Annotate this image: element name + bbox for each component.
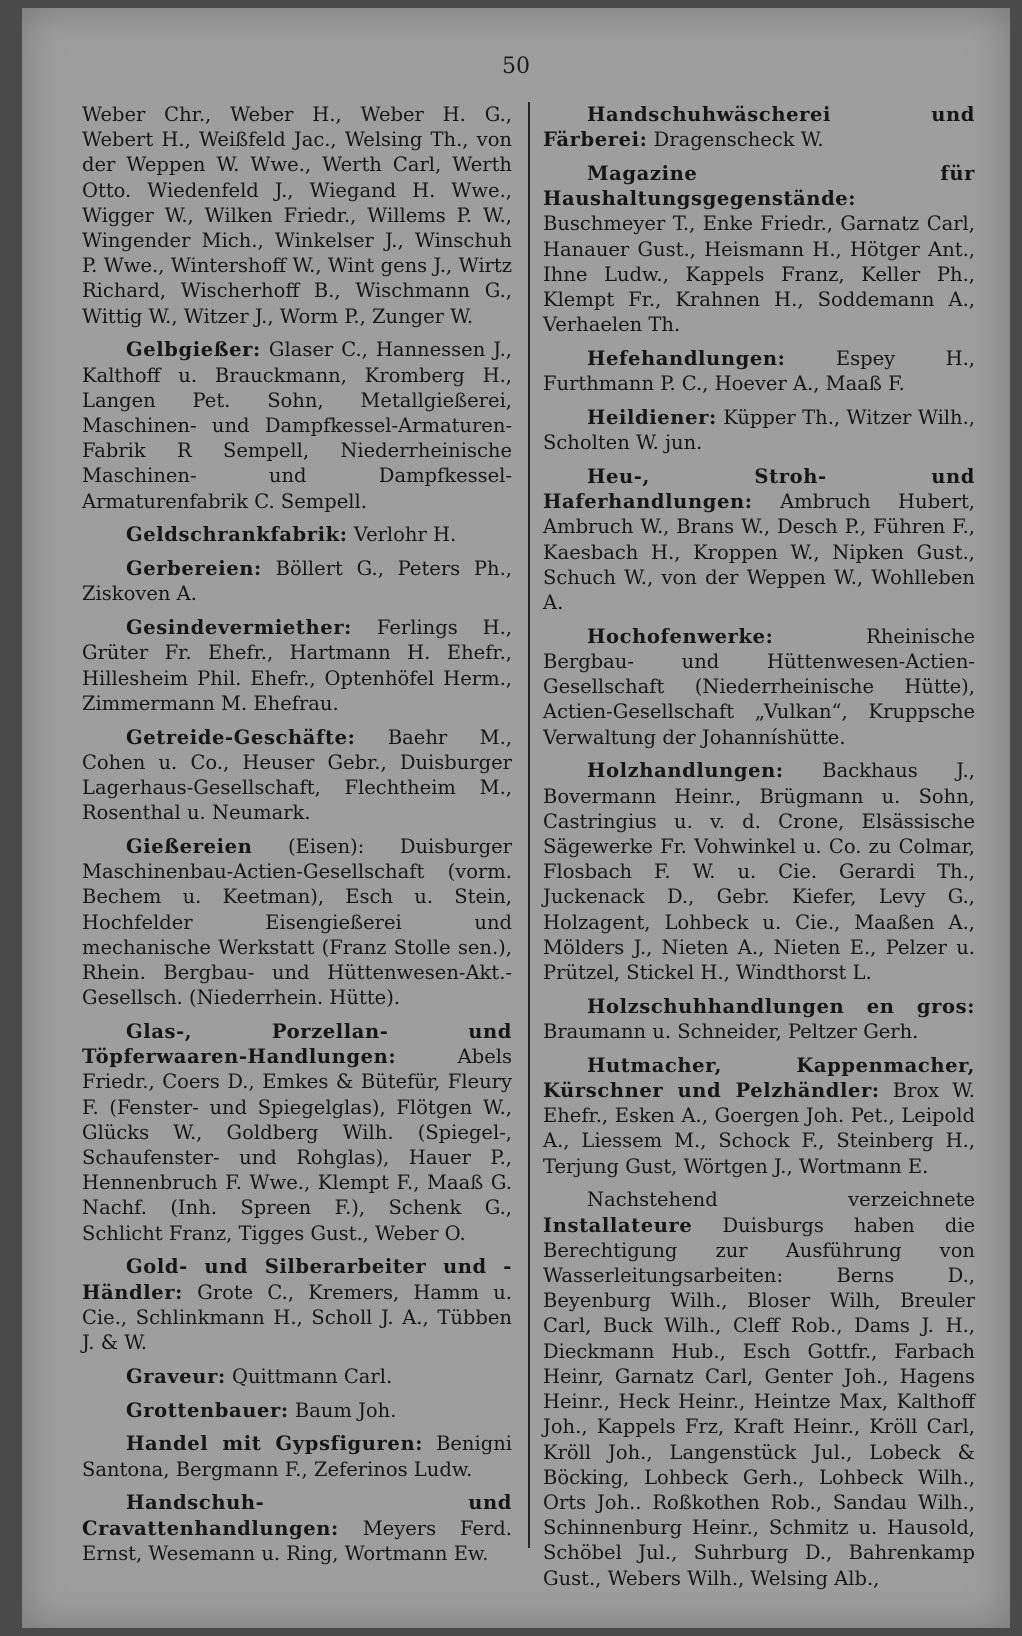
directory-entry: [82, 1019, 512, 1246]
entry-heading: Gold- und Silberarbeiter und -Händler:: [82, 1255, 512, 1304]
directory-entry: [543, 994, 975, 1044]
entry-text: Dragenscheck W.: [653, 128, 824, 152]
installateure-list: Berns D., Beyenburg Wilh., Bloser Wilh, Breuler Carl, Buck Wilh., Cleff Rob., Dams J. H., Dieckmann Hub., Esch Gottfr., Farbach Heinr, Garnatz Carl, Genter Joh., Hagens Heinr., Heck Heinr., Heintze Max, Kalthoff Joh., Kappels Frz, Kraft Heinr., Kröll Carl, Kröll Joh., Langenstück Jul., Lobeck & Böcking, Lohbeck Gerh., Lohbeck Wilh., Orts Joh.. Roßkothen Rob., Sandau Wilh., Schinnenburg Heinr., Schmitz u. Hausold, Schöbel Jul., Suhrburg D., Bahrenkamp Gust., Webers Wilh., Welsing Alb.,: [543, 1264, 975, 1590]
entry-heading: Gießereien: [126, 835, 253, 859]
directory-entry: [82, 1431, 512, 1481]
directory-entry: [82, 615, 512, 716]
directory-entry: [82, 556, 512, 606]
entry-text: Espey H., Furthmann P. C., Hoever A., Maaß F.: [543, 347, 975, 396]
directory-entry: [82, 1364, 512, 1389]
column-divider: [528, 102, 530, 1548]
page-number: 50: [502, 54, 530, 79]
directory-entry: [543, 758, 975, 985]
directory-entry: [543, 346, 975, 396]
directory-entry: [82, 1398, 512, 1423]
entry-heading: Geldschrankfabrik:: [126, 523, 348, 547]
entry-heading: Hochofenwerke:: [587, 624, 774, 648]
entry-heading: Hefehandlungen:: [587, 347, 786, 371]
entry-text: Baum Joh.: [294, 1398, 397, 1422]
directory-entry: [543, 624, 975, 750]
directory-entry: [543, 1053, 975, 1179]
entry-heading: Holzhandlungen:: [587, 759, 784, 783]
entry-text: Böllert G., Peters Ph., Ziskoven A.: [82, 557, 512, 606]
entry-heading: Heildiener:: [587, 406, 717, 430]
entry-text: (Eisen): Duisburger Maschinenbau-Actien-Gesellschaft (vorm. Bechem u. Keetman), Esch u. Stein, Hochfelder Eisengießerei und mechanische Werkstatt (Franz Stolle sen.), Rhein. Bergbau- und Hüttenwesen-Akt.-Gesellsch. (Niederrhein. Hütte).: [82, 835, 512, 1010]
directory-entry: [82, 725, 512, 826]
entry-text: Verlohr H.: [353, 523, 457, 547]
directory-entry: [543, 161, 975, 337]
entry-text: Backhaus J., Bovermann Heinr., Brügmann u. Sohn, Castringius u. v. d. Crone, Elsässische Sägewerke Fr. Vohwinkel u. Co. zu Colmar, Flosbach F. W. u. Cie. Gerardi Th., Juckenack D., Gebr. Kiefer, Levy G., Holzagent, Lohbeck u. Cie., Maaßen A., Mölders J., Nieten A., Nieten E., Pelzer u. Prützel, Stickel H., Windthorst L.: [543, 759, 976, 985]
installateure-intro: Nachstehend verzeichnete: [587, 1188, 975, 1212]
entry-heading: Handschuh- und Cravattenhandlungen:: [82, 1491, 512, 1540]
entry-heading: Hutmacher, Kappenmacher, Kürschner und Pelzhändler:: [543, 1053, 975, 1103]
entry-text: Glaser C., Hannessen J., Kalthoff u. Brauckmann, Kromberg H., Langen Pet. Sohn, Metallgießerei, Maschinen- und Dampfkessel-Armaturen-Fabrik R Sempell, Niederrheinische Maschinen- und Dampfkessel-Armaturenfabrik C. Sempell.: [82, 338, 512, 513]
entry-text: Küpper Th., Witzer Wilh., Scholten W. jun.: [543, 406, 976, 455]
entry-text: Abels Friedr., Coers D., Emkes & Bütefür, Fleury F. (Fenster- und Spiegelglas), Flötgen W., Glücks W., Goldberg Wilh. (Spiegel-, Schaufenster- und Rohglas), Hauer P., Hennenbruch F. Wwe., Klempt F., Maaß G. Nachf. (Inh. Spreen F.), Schenk G., Schlicht Franz, Tigges Gust., Weber O.: [82, 1045, 512, 1245]
left-column: [82, 102, 512, 1575]
entry-text: Ferlings H., Grüter Fr. Ehefr., Hartmann H. Ehefr., Hillesheim Phil. Ehefr., Optenhöfel Herm., Zimmermann M. Ehefrau.: [82, 616, 512, 715]
entry-text: Weber Chr., Weber H., Weber H. G., Webert H., Weißfeld Jac., Welsing Th., von der Weppen W. Wwe., Werth Carl, Werth Otto. Wiedenfeld J., Wiegand H. Wwe., Wigger W., Wilken Friedr., Willems P. W., Wingender Mich., Winkelser J., Winschuh P. Wwe., Wintershoff W., Wint gens J., Wirtz Richard, Wischerhoff B., Wischmann G., Wittig W., Witzer J., Worm P., Zunger W.: [82, 103, 512, 328]
directory-entry: [543, 405, 975, 455]
entry-heading: Gesindevermiether:: [126, 616, 352, 640]
entry-text: Meyers Ferd. Ernst, Wesemann u. Ring, Wortmann Ew.: [82, 1516, 512, 1565]
installateure-heading: Installateure: [543, 1213, 693, 1237]
directory-entry: [82, 522, 512, 547]
entry-heading: Handschuhwäscherei und Färberei:: [543, 103, 975, 152]
directory-entry: [82, 337, 512, 513]
entry-heading: Holzschuhhandlungen en gros:: [587, 994, 975, 1018]
installateure-entry: [543, 1187, 975, 1590]
entry-text: Quittmann Carl.: [231, 1364, 393, 1388]
entry-text: Grote C., Kremers, Hamm u. Cie., Schlinkmann H., Scholl J. A., Tübben J. & W.: [82, 1280, 513, 1355]
entry-text: Brox W. Ehefr., Esken A., Goergen Joh. Pet., Leipold A., Liessem M., Schock F., Steinberg H., Terjung Gust, Wörtgen J., Wortmann E.: [543, 1079, 976, 1178]
directory-entry: [543, 464, 975, 615]
entry-text: Baehr M., Cohen u. Co., Heuser Gebr., Duisburger Lagerhaus-Gesellschaft, Flechtheim M., Rosenthal u. Neumark.: [82, 725, 512, 825]
entry-heading: Gerbereien:: [126, 557, 262, 581]
entry-text: Benigni Santona, Bergmann F., Zeferinos Ludw.: [82, 1432, 513, 1481]
entry-heading: Graveur:: [126, 1364, 226, 1388]
entry-heading: Heu-, Stroh- und Haferhandlungen:: [543, 465, 975, 514]
entry-text: Ambruch Hubert, Ambruch W., Brans W., Desch P., Führen F., Kaesbach H., Kroppen W., Nipken Gust., Schuch W., von der Weppen W., Wohlleben A.: [543, 490, 975, 615]
entry-text: Rheinische Bergbau- und Hüttenwesen-Actien-Gesellschaft (Niederrheinische Hütte), Actien-Gesellschaft „Vulkan“, Kruppsche Verwaltung der Johanníshütte.: [543, 624, 975, 749]
entry-heading: Getreide-Geschäfte:: [126, 725, 356, 749]
book-page: [22, 8, 1010, 1628]
right-column: [543, 102, 975, 1599]
installateure-middle: Duisburgs haben die Berechtigung zur Ausführung von Wasserleitungsarbeiten:: [543, 1213, 975, 1288]
directory-entry: [82, 1490, 512, 1566]
directory-entry: [543, 102, 975, 152]
directory-entry: [82, 1254, 512, 1355]
entry-heading: Magazine für Haushaltungsgegenstände:: [543, 162, 975, 211]
directory-entry: [82, 102, 512, 329]
right-column-entries: [543, 102, 975, 1179]
directory-entry: [82, 834, 512, 1010]
entry-heading: Gelbgießer:: [126, 338, 261, 362]
entry-heading: Glas-, Porzellan- und Töpferwaaren-Handlungen:: [82, 1020, 512, 1069]
entry-heading: Grottenbauer:: [126, 1398, 289, 1422]
entry-text: Buschmeyer T., Enke Friedr., Garnatz Carl, Hanauer Gust., Heismann H., Hötger Ant., Ihne Ludw., Kappels Franz, Keller Ph., Klempt Fr., Krahnen H., Soddemann A., Verhaelen Th.: [543, 212, 975, 337]
entry-text: Braumann u. Schneider, Peltzer Gerh.: [543, 1020, 919, 1044]
entry-heading: Handel mit Gypsfiguren:: [126, 1432, 424, 1456]
